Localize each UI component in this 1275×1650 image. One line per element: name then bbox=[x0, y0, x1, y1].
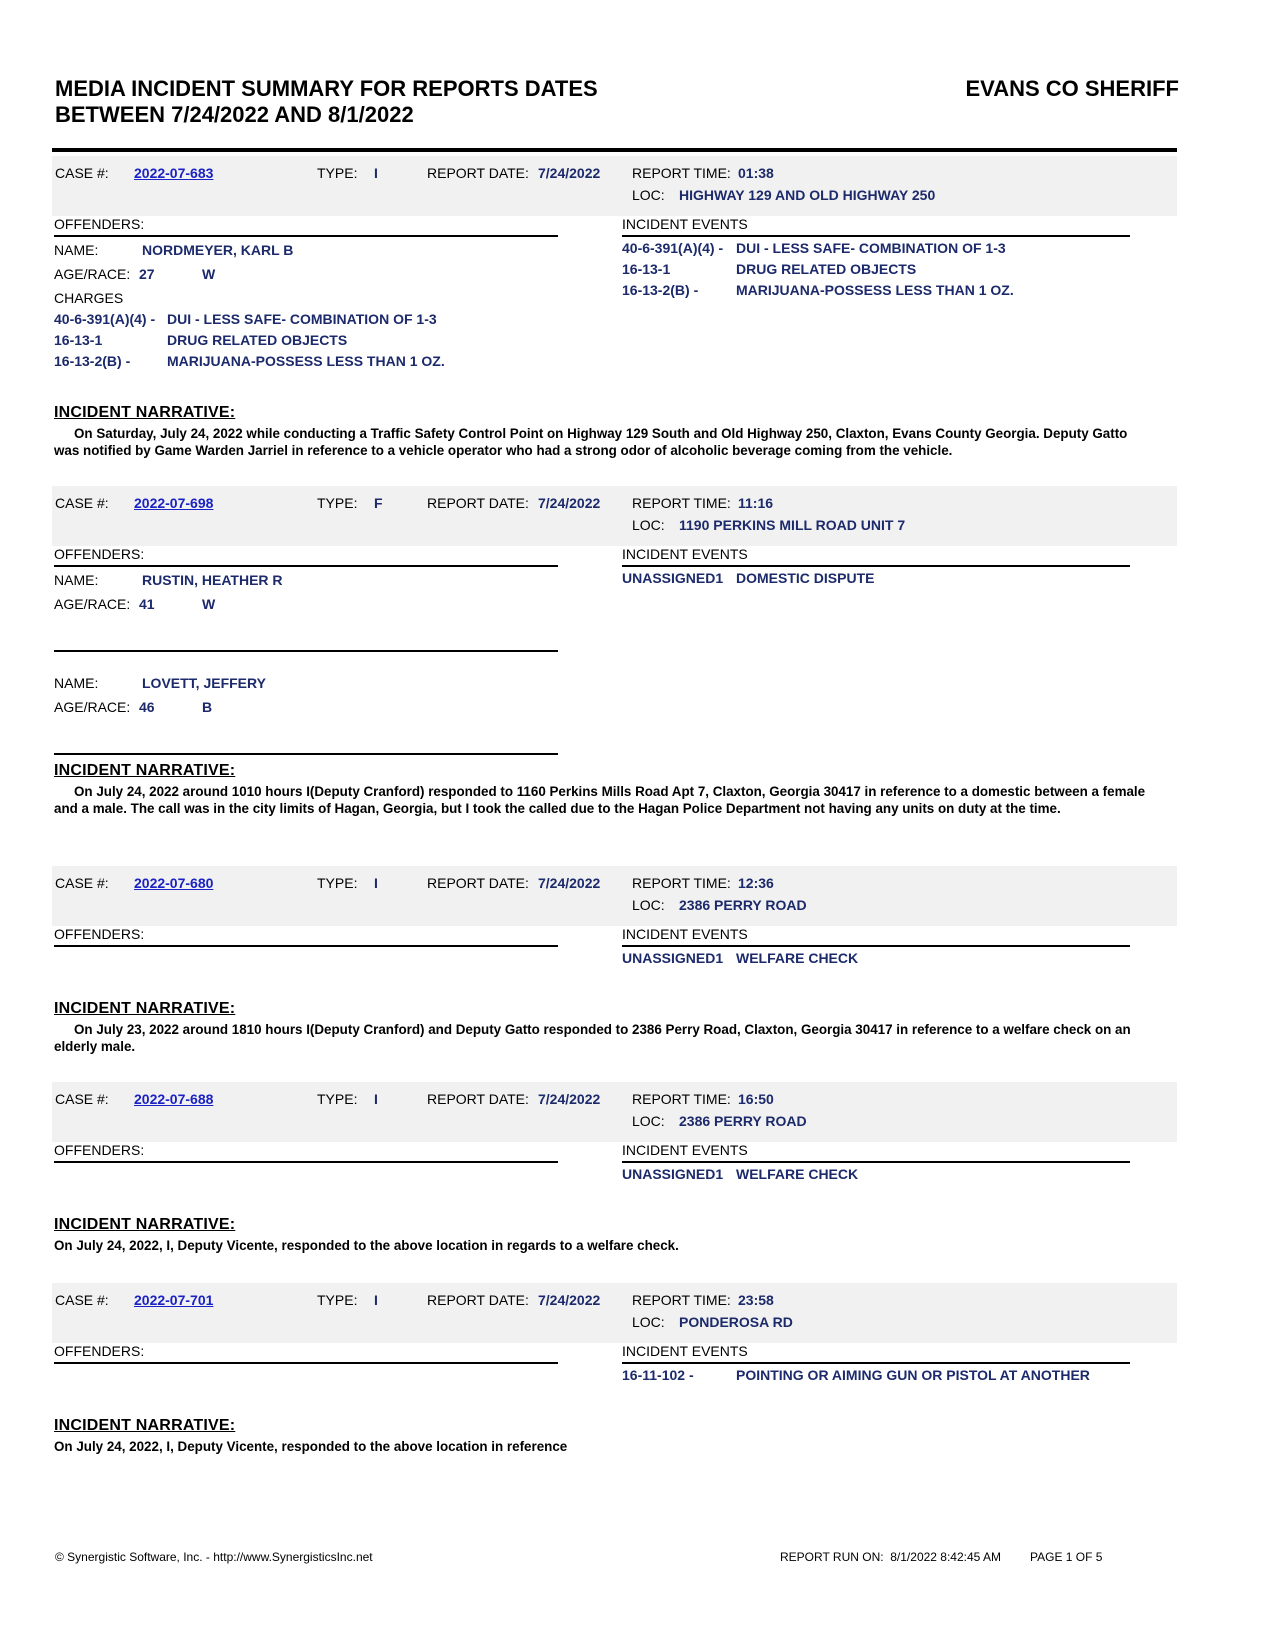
type-label: TYPE: bbox=[317, 1091, 358, 1107]
loc-value: 2386 PERRY ROAD bbox=[679, 1113, 807, 1129]
age-race-label: AGE/RACE: bbox=[54, 699, 131, 715]
report-date-value: 7/24/2022 bbox=[538, 165, 601, 181]
footer-copyright: © Synergistic Software, Inc. - http://www.SynergisticsInc.net bbox=[55, 1550, 373, 1564]
age-race-label: AGE/RACE: bbox=[54, 596, 131, 612]
event-code: UNASSIGNED1 bbox=[622, 570, 724, 586]
offender-divider bbox=[54, 718, 558, 755]
loc-value: 2386 PERRY ROAD bbox=[679, 897, 807, 913]
report-date-label: REPORT DATE: bbox=[427, 875, 529, 891]
event-row bbox=[622, 568, 1130, 589]
report-date-label: REPORT DATE: bbox=[427, 1091, 529, 1107]
narrative-text: On July 23, 2022 around 1810 hours I(Deputy Cranford) and Deputy Gatto responded to 2386 Perry Road, Claxton, Georgia 30417 in reference to a welfare check on an elderly male. bbox=[54, 1022, 1131, 1054]
event-row bbox=[622, 948, 1130, 969]
incident-narrative bbox=[54, 762, 1179, 817]
case-header bbox=[52, 156, 1177, 216]
narrative-heading: INCIDENT NARRATIVE: bbox=[54, 762, 236, 779]
type-label: TYPE: bbox=[317, 165, 358, 181]
name-label: NAME: bbox=[54, 572, 99, 588]
offender-name-row bbox=[54, 239, 558, 261]
charge-desc: MARIJUANA-POSSESS LESS THAN 1 OZ. bbox=[167, 353, 445, 369]
event-row bbox=[622, 238, 1130, 259]
charge-row bbox=[54, 309, 558, 330]
type-value: F bbox=[374, 495, 383, 511]
offender-age-row bbox=[54, 263, 558, 285]
event-row bbox=[622, 280, 1130, 301]
loc-label: LOC: bbox=[632, 1113, 665, 1129]
loc-label: LOC: bbox=[632, 1314, 665, 1330]
charges-label: CHARGES bbox=[54, 290, 124, 306]
report-run-label: REPORT RUN ON: bbox=[780, 1550, 884, 1564]
case-block bbox=[52, 1082, 1177, 1182]
loc-label: LOC: bbox=[632, 187, 665, 203]
report-date-label: REPORT DATE: bbox=[427, 495, 529, 511]
report-time-value: 12:36 bbox=[738, 875, 774, 891]
case-header bbox=[52, 486, 1177, 546]
loc-label: LOC: bbox=[632, 897, 665, 913]
event-row bbox=[622, 259, 1130, 280]
case-header bbox=[52, 866, 1177, 926]
event-desc: WELFARE CHECK bbox=[736, 950, 859, 966]
report-time-value: 01:38 bbox=[738, 165, 774, 181]
event-row bbox=[622, 1365, 1130, 1386]
charge-code: 16-13-1 bbox=[54, 332, 103, 348]
narrative-heading: INCIDENT NARRATIVE: bbox=[54, 1216, 236, 1233]
narrative-text: On July 24, 2022, I, Deputy Vicente, responded to the above location in regards to a welfare check. bbox=[54, 1238, 679, 1253]
incident-narrative bbox=[54, 1417, 1179, 1456]
offender-age-row bbox=[54, 593, 558, 615]
offenders-heading: OFFENDERS: bbox=[54, 216, 558, 237]
event-code: UNASSIGNED1 bbox=[622, 1166, 724, 1182]
type-value: I bbox=[374, 875, 378, 891]
narrative-text: On Saturday, July 24, 2022 while conducting a Traffic Safety Control Point on Highway 129 South and Old Highway 250, Claxton, Evans County Georgia. Deputy Gatto was notified by Game Warden Jarriel in reference to a vehicle operator who had a strong odor of alcoholic beverage coming from the vehicle. bbox=[54, 426, 1128, 458]
narrative-heading: INCIDENT NARRATIVE: bbox=[54, 1417, 236, 1434]
incident-events-heading: INCIDENT EVENTS bbox=[622, 1142, 1130, 1163]
event-code: 40-6-391(A)(4) - bbox=[622, 240, 724, 256]
report-date-value: 7/24/2022 bbox=[538, 875, 601, 891]
event-code: UNASSIGNED1 bbox=[622, 950, 724, 966]
type-label: TYPE: bbox=[317, 1292, 358, 1308]
offenders-heading: OFFENDERS: bbox=[54, 926, 558, 947]
report-time-value: 16:50 bbox=[738, 1091, 774, 1107]
type-value: I bbox=[374, 165, 378, 181]
incident-narrative bbox=[54, 404, 1179, 459]
offender-name: LOVETT, JEFFERY bbox=[142, 675, 266, 691]
event-row bbox=[622, 1164, 1130, 1185]
report-time-value: 11:16 bbox=[738, 495, 774, 511]
footer-run-info bbox=[780, 1550, 1001, 1564]
charge-code: 16-13-2(B) - bbox=[54, 353, 131, 369]
report-time-label: REPORT TIME: bbox=[632, 165, 731, 181]
offender-age: 27 bbox=[139, 266, 155, 282]
type-label: TYPE: bbox=[317, 875, 358, 891]
charge-row bbox=[54, 330, 558, 351]
case-number-label: CASE #: bbox=[55, 1292, 109, 1308]
charge-desc: DUI - LESS SAFE- COMBINATION OF 1-3 bbox=[167, 311, 437, 327]
type-label: TYPE: bbox=[317, 495, 358, 511]
offender-divider bbox=[54, 615, 558, 652]
incident-events-heading: INCIDENT EVENTS bbox=[622, 546, 1130, 567]
report-date-label: REPORT DATE: bbox=[427, 1292, 529, 1308]
narrative-text: On July 24, 2022 around 1010 hours I(Deputy Cranford) responded to 1160 Perkins Mills Road Apt 7, Claxton, Georgia 30417 in reference to a domestic between a female and a male. The call was in the city limits of Hagan, Georgia, but I took the called due to the Hagan Police Department not having any units on duty at the time. bbox=[54, 784, 1146, 816]
report-time-label: REPORT TIME: bbox=[632, 495, 731, 511]
offender-race: W bbox=[202, 596, 216, 612]
case-block bbox=[52, 1283, 1177, 1383]
offenders-heading: OFFENDERS: bbox=[54, 1142, 558, 1163]
case-block bbox=[52, 156, 1177, 369]
case-number-label: CASE #: bbox=[55, 1091, 109, 1107]
age-race-label: AGE/RACE: bbox=[54, 266, 131, 282]
case-block bbox=[52, 486, 1177, 715]
narrative-text: On July 24, 2022, I, Deputy Vicente, responded to the above location in reference bbox=[54, 1439, 568, 1454]
case-number-label: CASE #: bbox=[55, 495, 109, 511]
report-time-value: 23:58 bbox=[738, 1292, 774, 1308]
incident-events-heading: INCIDENT EVENTS bbox=[622, 926, 1130, 947]
charge-row bbox=[54, 351, 558, 372]
offenders-heading: OFFENDERS: bbox=[54, 546, 558, 567]
loc-value: HIGHWAY 129 AND OLD HIGHWAY 250 bbox=[679, 187, 936, 203]
charges-heading bbox=[54, 287, 558, 309]
report-date-value: 7/24/2022 bbox=[538, 1091, 601, 1107]
case-number-link[interactable]: 2022-07-680 bbox=[134, 875, 214, 891]
offender-age-row bbox=[54, 696, 558, 718]
event-desc: MARIJUANA-POSSESS LESS THAN 1 OZ. bbox=[736, 282, 1014, 298]
report-time-label: REPORT TIME: bbox=[632, 875, 731, 891]
charge-code: 40-6-391(A)(4) - bbox=[54, 311, 156, 327]
report-date-value: 7/24/2022 bbox=[538, 495, 601, 511]
report-run-value: 8/1/2022 8:42:45 AM bbox=[890, 1550, 1002, 1564]
event-desc: POINTING OR AIMING GUN OR PISTOL AT ANOTHER bbox=[736, 1367, 1090, 1383]
agency-name: EVANS CO SHERIFF bbox=[965, 76, 1179, 101]
report-title bbox=[55, 76, 598, 128]
type-value: I bbox=[374, 1091, 378, 1107]
event-desc: WELFARE CHECK bbox=[736, 1166, 859, 1182]
incident-events-heading: INCIDENT EVENTS bbox=[622, 1343, 1130, 1364]
event-desc: DUI - LESS SAFE- COMBINATION OF 1-3 bbox=[736, 240, 1006, 256]
offender-age: 46 bbox=[139, 699, 155, 715]
loc-value: PONDEROSA RD bbox=[679, 1314, 793, 1330]
case-number-label: CASE #: bbox=[55, 165, 109, 181]
report-date-value: 7/24/2022 bbox=[538, 1292, 601, 1308]
event-code: 16-11-102 - bbox=[622, 1367, 694, 1383]
incident-events-heading: INCIDENT EVENTS bbox=[622, 216, 1130, 237]
event-code: 16-13-1 bbox=[622, 261, 671, 277]
type-value: I bbox=[374, 1292, 378, 1308]
loc-value: 1190 PERKINS MILL ROAD UNIT 7 bbox=[679, 517, 906, 533]
offender-race: W bbox=[202, 266, 216, 282]
offender-race: B bbox=[202, 699, 213, 715]
report-title-line1: MEDIA INCIDENT SUMMARY FOR REPORTS DATES bbox=[55, 76, 598, 101]
case-number-link[interactable]: 2022-07-698 bbox=[134, 495, 214, 511]
offender-name: NORDMEYER, KARL B bbox=[142, 242, 294, 258]
name-label: NAME: bbox=[54, 675, 99, 691]
report-time-label: REPORT TIME: bbox=[632, 1292, 731, 1308]
event-desc: DRUG RELATED OBJECTS bbox=[736, 261, 917, 277]
narrative-heading: INCIDENT NARRATIVE: bbox=[54, 1000, 236, 1017]
report-date-label: REPORT DATE: bbox=[427, 165, 529, 181]
charge-desc: DRUG RELATED OBJECTS bbox=[167, 332, 348, 348]
case-number-link[interactable]: 2022-07-701 bbox=[134, 1292, 214, 1308]
incident-narrative bbox=[54, 1000, 1179, 1055]
incident-narrative bbox=[54, 1216, 1179, 1255]
narrative-heading: INCIDENT NARRATIVE: bbox=[54, 404, 236, 421]
offender-name: RUSTIN, HEATHER R bbox=[142, 572, 283, 588]
offender-name-row bbox=[54, 672, 558, 694]
case-number-link[interactable]: 2022-07-683 bbox=[134, 165, 214, 181]
case-number-link[interactable]: 2022-07-688 bbox=[134, 1091, 214, 1107]
case-number-label: CASE #: bbox=[55, 875, 109, 891]
event-desc: DOMESTIC DISPUTE bbox=[736, 570, 875, 586]
case-header bbox=[52, 1082, 1177, 1142]
loc-label: LOC: bbox=[632, 517, 665, 533]
report-title-line2: BETWEEN 7/24/2022 AND 8/1/2022 bbox=[55, 102, 414, 127]
name-label: NAME: bbox=[54, 242, 99, 258]
report-time-label: REPORT TIME: bbox=[632, 1091, 731, 1107]
offender-age: 41 bbox=[139, 596, 155, 612]
event-code: 16-13-2(B) - bbox=[622, 282, 699, 298]
header-divider bbox=[52, 148, 1177, 152]
page-number: PAGE 1 OF 5 bbox=[1030, 1550, 1103, 1564]
case-header bbox=[52, 1283, 1177, 1343]
offenders-heading: OFFENDERS: bbox=[54, 1343, 558, 1364]
offender-name-row bbox=[54, 569, 558, 591]
case-block bbox=[52, 866, 1177, 966]
